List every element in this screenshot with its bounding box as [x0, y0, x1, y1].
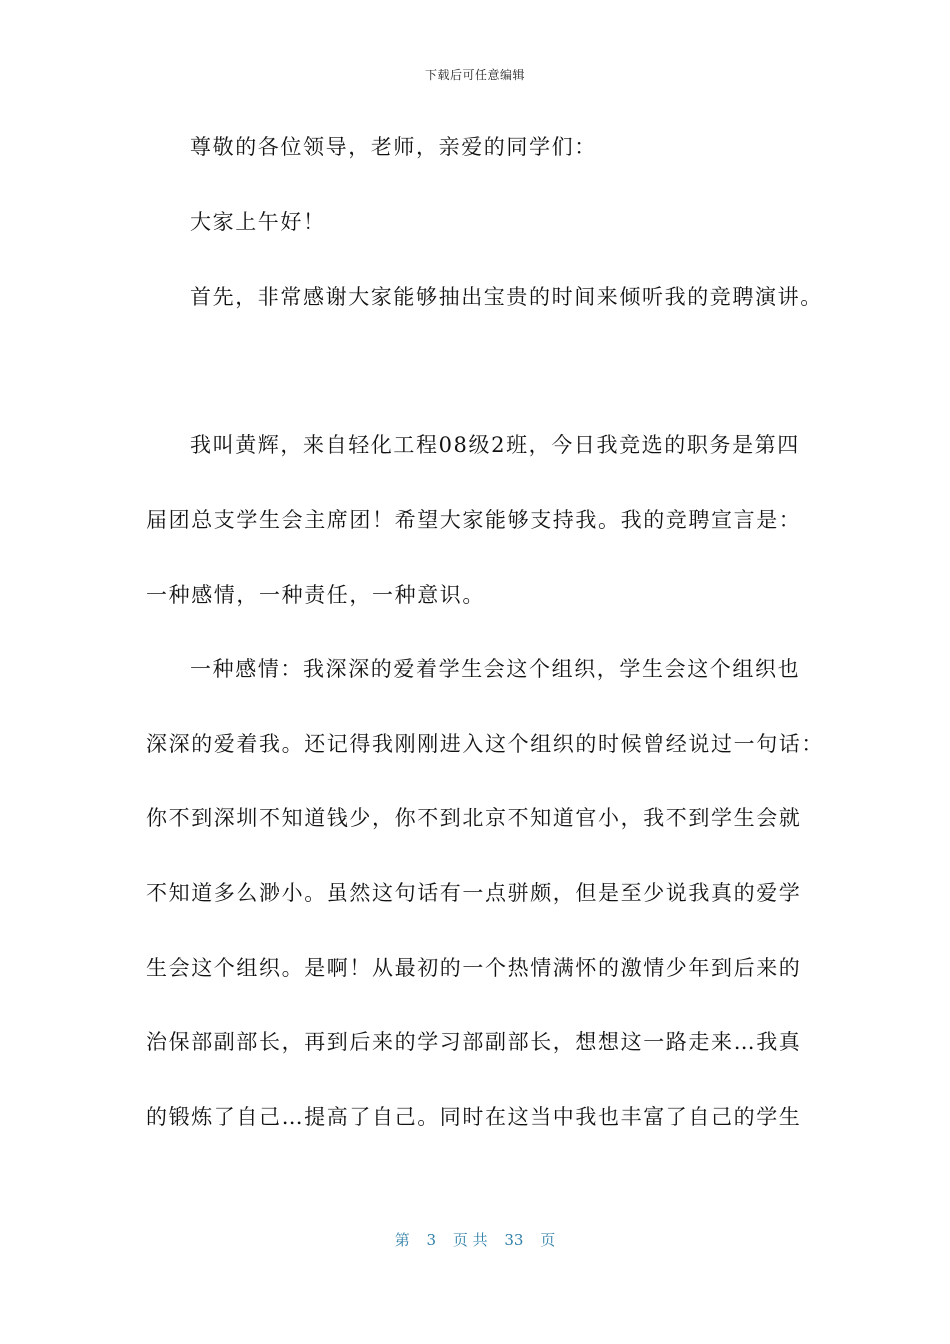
paragraph-line: 一种感情，一种责任，一种意识。	[146, 583, 485, 607]
greeting-line: 大家上午好！	[190, 210, 326, 234]
paragraph-line: 届团总支学生会主席团！希望大家能够支持我。我的竞聘宣言是：	[146, 508, 802, 532]
paragraph-line: 的锻炼了自己…提高了自己。同时在这当中我也丰富了自己的学生	[146, 1105, 802, 1129]
page-suffix: 页	[540, 1231, 556, 1249]
page-prefix: 第	[394, 1231, 410, 1249]
paragraph-line: 你不到深圳不知道钱少，你不到北京不知道官小，我不到学生会就	[146, 806, 802, 830]
page-header: 下载后可任意编辑	[424, 68, 525, 82]
paragraph-line: 不知道多么渺小。虽然这句话有一点骈颇，但是至少说我真的爱学	[146, 881, 802, 905]
total-pages: 33	[504, 1231, 524, 1249]
salutation-line: 尊敬的各位领导，老师，亲爱的同学们：	[190, 135, 597, 159]
page-number: 3	[426, 1231, 437, 1249]
paragraph-line: 我叫黄辉，来自轻化工程08级2班，今日我竞选的职务是第四	[190, 433, 800, 457]
paragraph-line: 治保部副部长，再到后来的学习部副部长，想想这一路走来…我真	[146, 1030, 802, 1054]
page-footer	[0, 1229, 950, 1250]
paragraph-line: 深深的爱着我。还记得我刚刚进入这个组织的时候曾经说过一句话：	[146, 732, 824, 756]
thanks-line: 首先，非常感谢大家能够抽出宝贵的时间来倾听我的竞聘演讲。	[190, 285, 823, 309]
paragraph-line: 生会这个组织。是啊！从最初的一个热情满怀的激情少年到后来的	[146, 956, 802, 980]
page-mid: 页 共	[452, 1231, 488, 1249]
paragraph-line: 一种感情：我深深的爱着学生会这个组织，学生会这个组织也	[190, 657, 801, 681]
